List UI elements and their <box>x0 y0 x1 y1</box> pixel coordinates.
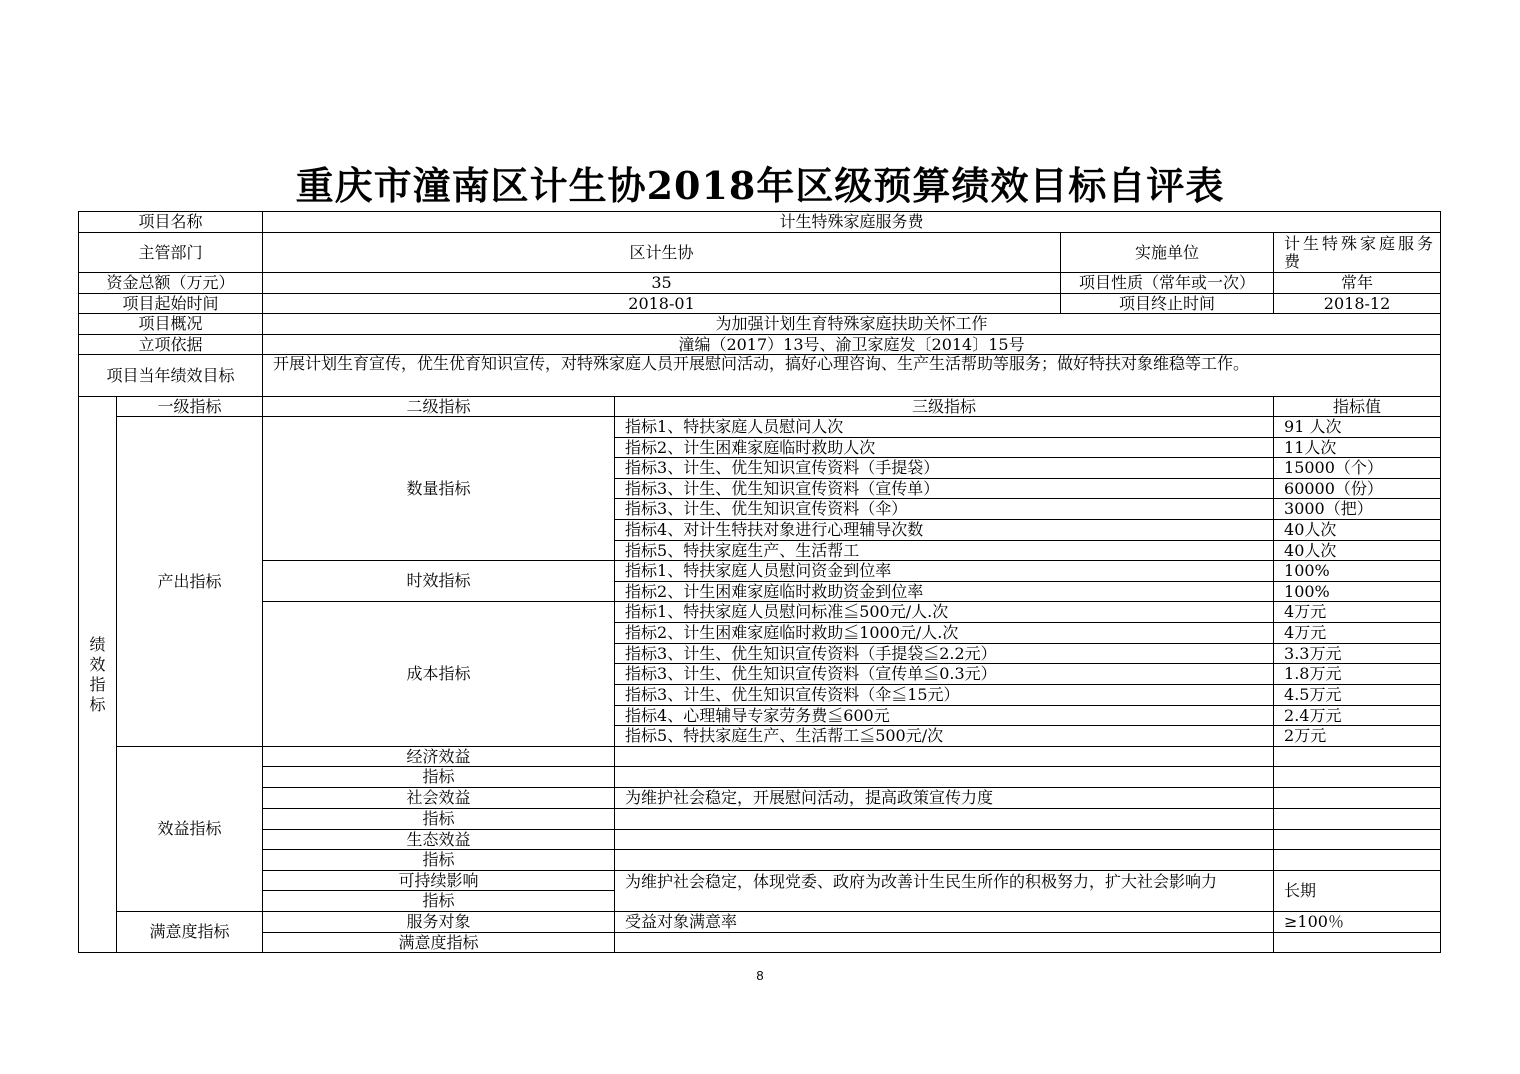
cost-row-value: 2.4万元 <box>1274 706 1441 726</box>
perf-indicators-text: 绩效指标 <box>89 634 106 714</box>
cost-row-name: 指标1、特扶家庭人员慰问标准≦500元/人.次 <box>615 602 1274 623</box>
quantity-row-value: 40人次 <box>1274 520 1441 541</box>
social-value-2 <box>1274 809 1441 830</box>
economic-value <box>1274 747 1441 767</box>
quantity-row-value: 11人次 <box>1274 438 1441 458</box>
quantity-row-value: 3000（把） <box>1274 499 1441 520</box>
quantity-row-value: 40人次 <box>1274 541 1441 561</box>
benefit-label: 效益指标 <box>117 747 263 912</box>
ecological-value <box>1274 830 1441 850</box>
department-value: 区计生协 <box>263 233 1061 273</box>
start-time-value: 2018-01 <box>263 294 1061 314</box>
quantity-row-value: 15000（个） <box>1274 458 1441 479</box>
label-basis: 立项依据 <box>79 335 263 355</box>
sustainable-desc: 为维护社会稳定，体现党委、政府为改善计生民生所作的积极努力，扩大社会影响力 <box>615 871 1274 912</box>
label-project-name: 项目名称 <box>79 212 263 233</box>
timeliness-row-name: 指标2、计生困难家庭临时救助资金到位率 <box>615 582 1274 602</box>
sustainable-label-1: 可持续影响 <box>263 871 615 891</box>
social-value <box>1274 788 1441 809</box>
cost-row-value: 3.3万元 <box>1274 644 1441 664</box>
social-desc: 为维护社会稳定，开展慰问活动，提高政策宣传力度 <box>615 788 1274 809</box>
nature-value: 常年 <box>1274 273 1441 294</box>
cost-row-name: 指标4、心理辅导专家劳务费≦600元 <box>615 706 1274 726</box>
ecological-label-1: 生态效益 <box>263 830 615 850</box>
cost-label: 成本指标 <box>263 602 615 747</box>
economic-value-2 <box>1274 767 1441 788</box>
satisfaction-value-2 <box>1274 933 1441 953</box>
perf-indicators-label <box>79 397 117 953</box>
cost-row-name: 指标3、计生、优生知识宣传资料（手提袋≦2.2元） <box>615 644 1274 664</box>
economic-desc <box>615 747 1274 767</box>
economic-label-1: 经济效益 <box>263 747 615 767</box>
social-label-2: 指标 <box>263 809 615 830</box>
ecological-desc-2 <box>615 850 1274 871</box>
cost-row-value: 4万元 <box>1274 602 1441 623</box>
col-level1-header: 一级指标 <box>117 397 263 417</box>
col-level3-header: 三级指标 <box>615 397 1274 417</box>
satisfaction-sub-label-2: 满意度指标 <box>263 933 615 953</box>
label-nature: 项目性质（常年或一次） <box>1061 273 1274 294</box>
timeliness-label: 时效指标 <box>263 561 615 602</box>
overview-value: 为加强计划生育特殊家庭扶助关怀工作 <box>263 314 1441 335</box>
basis-value: 潼编（2017）13号、渝卫家庭发〔2014〕15号 <box>263 335 1441 355</box>
quantity-row-name: 指标3、计生、优生知识宣传资料（伞） <box>615 499 1274 520</box>
cost-row-value: 1.8万元 <box>1274 664 1441 685</box>
impl-unit-value: 计生特殊家庭服务费 <box>1274 233 1441 273</box>
ecological-desc <box>615 830 1274 850</box>
cost-row-name: 指标3、计生、优生知识宣传资料（宣传单≦0.3元） <box>615 664 1274 685</box>
economic-label-2: 指标 <box>263 767 615 788</box>
label-start-time: 项目起始时间 <box>79 294 263 314</box>
cost-row-name: 指标5、特扶家庭生产、生活帮工≦500元/次 <box>615 726 1274 747</box>
performance-table <box>78 211 1441 953</box>
project-name-value: 计生特殊家庭服务费 <box>263 212 1441 233</box>
satisfaction-desc-2 <box>615 933 1274 953</box>
label-overview: 项目概况 <box>79 314 263 335</box>
cost-row-value: 4.5万元 <box>1274 685 1441 706</box>
label-impl-unit: 实施单位 <box>1061 233 1274 273</box>
quantity-row-name: 指标2、计生困难家庭临时救助人次 <box>615 438 1274 458</box>
timeliness-row-value: 100% <box>1274 561 1441 582</box>
cost-row-value: 4万元 <box>1274 623 1441 644</box>
timeliness-row-name: 指标1、特扶家庭人员慰问资金到位率 <box>615 561 1274 582</box>
cost-row-name: 指标3、计生、优生知识宣传资料（伞≦15元） <box>615 685 1274 706</box>
social-desc-2 <box>615 809 1274 830</box>
total-funds-value: 35 <box>263 273 1061 294</box>
col-value-header: 指标值 <box>1274 397 1441 417</box>
quantity-row-name: 指标3、计生、优生知识宣传资料（手提袋） <box>615 458 1274 479</box>
col-level2-header: 二级指标 <box>263 397 615 417</box>
quantity-row-name: 指标5、特扶家庭生产、生活帮工 <box>615 541 1274 561</box>
sustainable-value: 长期 <box>1274 871 1441 912</box>
label-total-funds: 资金总额（万元） <box>79 273 263 294</box>
quantity-label: 数量指标 <box>263 417 615 561</box>
quantity-row-name: 指标1、特扶家庭人员慰问人次 <box>615 417 1274 438</box>
timeliness-row-value: 100% <box>1274 582 1441 602</box>
page-title: 重庆市潼南区计生协2018年区级预算绩效目标自评表 <box>295 163 1225 208</box>
quantity-row-name: 指标4、对计生特扶对象进行心理辅导次数 <box>615 520 1274 541</box>
satisfaction-label: 满意度指标 <box>117 912 263 953</box>
quantity-row-name: 指标3、计生、优生知识宣传资料（宣传单） <box>615 479 1274 499</box>
cost-row-value: 2万元 <box>1274 726 1441 747</box>
satisfaction-value: ≥100％ <box>1274 912 1441 933</box>
satisfaction-sub-label-1: 服务对象 <box>263 912 615 933</box>
ecological-label-2: 指标 <box>263 850 615 871</box>
economic-desc-2 <box>615 767 1274 788</box>
output-label: 产出指标 <box>117 417 263 747</box>
year-goal-value: 开展计划生育宣传，优生优育知识宣传，对特殊家庭人员开展慰问活动，搞好心理咨询、生产生活帮助等服务；做好特扶对象维稳等工作。 <box>263 355 1441 397</box>
end-time-value: 2018-12 <box>1274 294 1441 314</box>
satisfaction-desc: 受益对象满意率 <box>615 912 1274 933</box>
cost-row-name: 指标2、计生困难家庭临时救助≦1000元/人.次 <box>615 623 1274 644</box>
page-number: 8 <box>756 968 764 983</box>
quantity-row-value: 91 人次 <box>1274 417 1441 438</box>
social-label-1: 社会效益 <box>263 788 615 809</box>
quantity-row-value: 60000（份） <box>1274 479 1441 499</box>
label-end-time: 项目终止时间 <box>1061 294 1274 314</box>
label-department: 主管部门 <box>79 233 263 273</box>
ecological-value-2 <box>1274 850 1441 871</box>
label-year-goal: 项目当年绩效目标 <box>79 355 263 397</box>
sustainable-label-2: 指标 <box>263 891 615 912</box>
